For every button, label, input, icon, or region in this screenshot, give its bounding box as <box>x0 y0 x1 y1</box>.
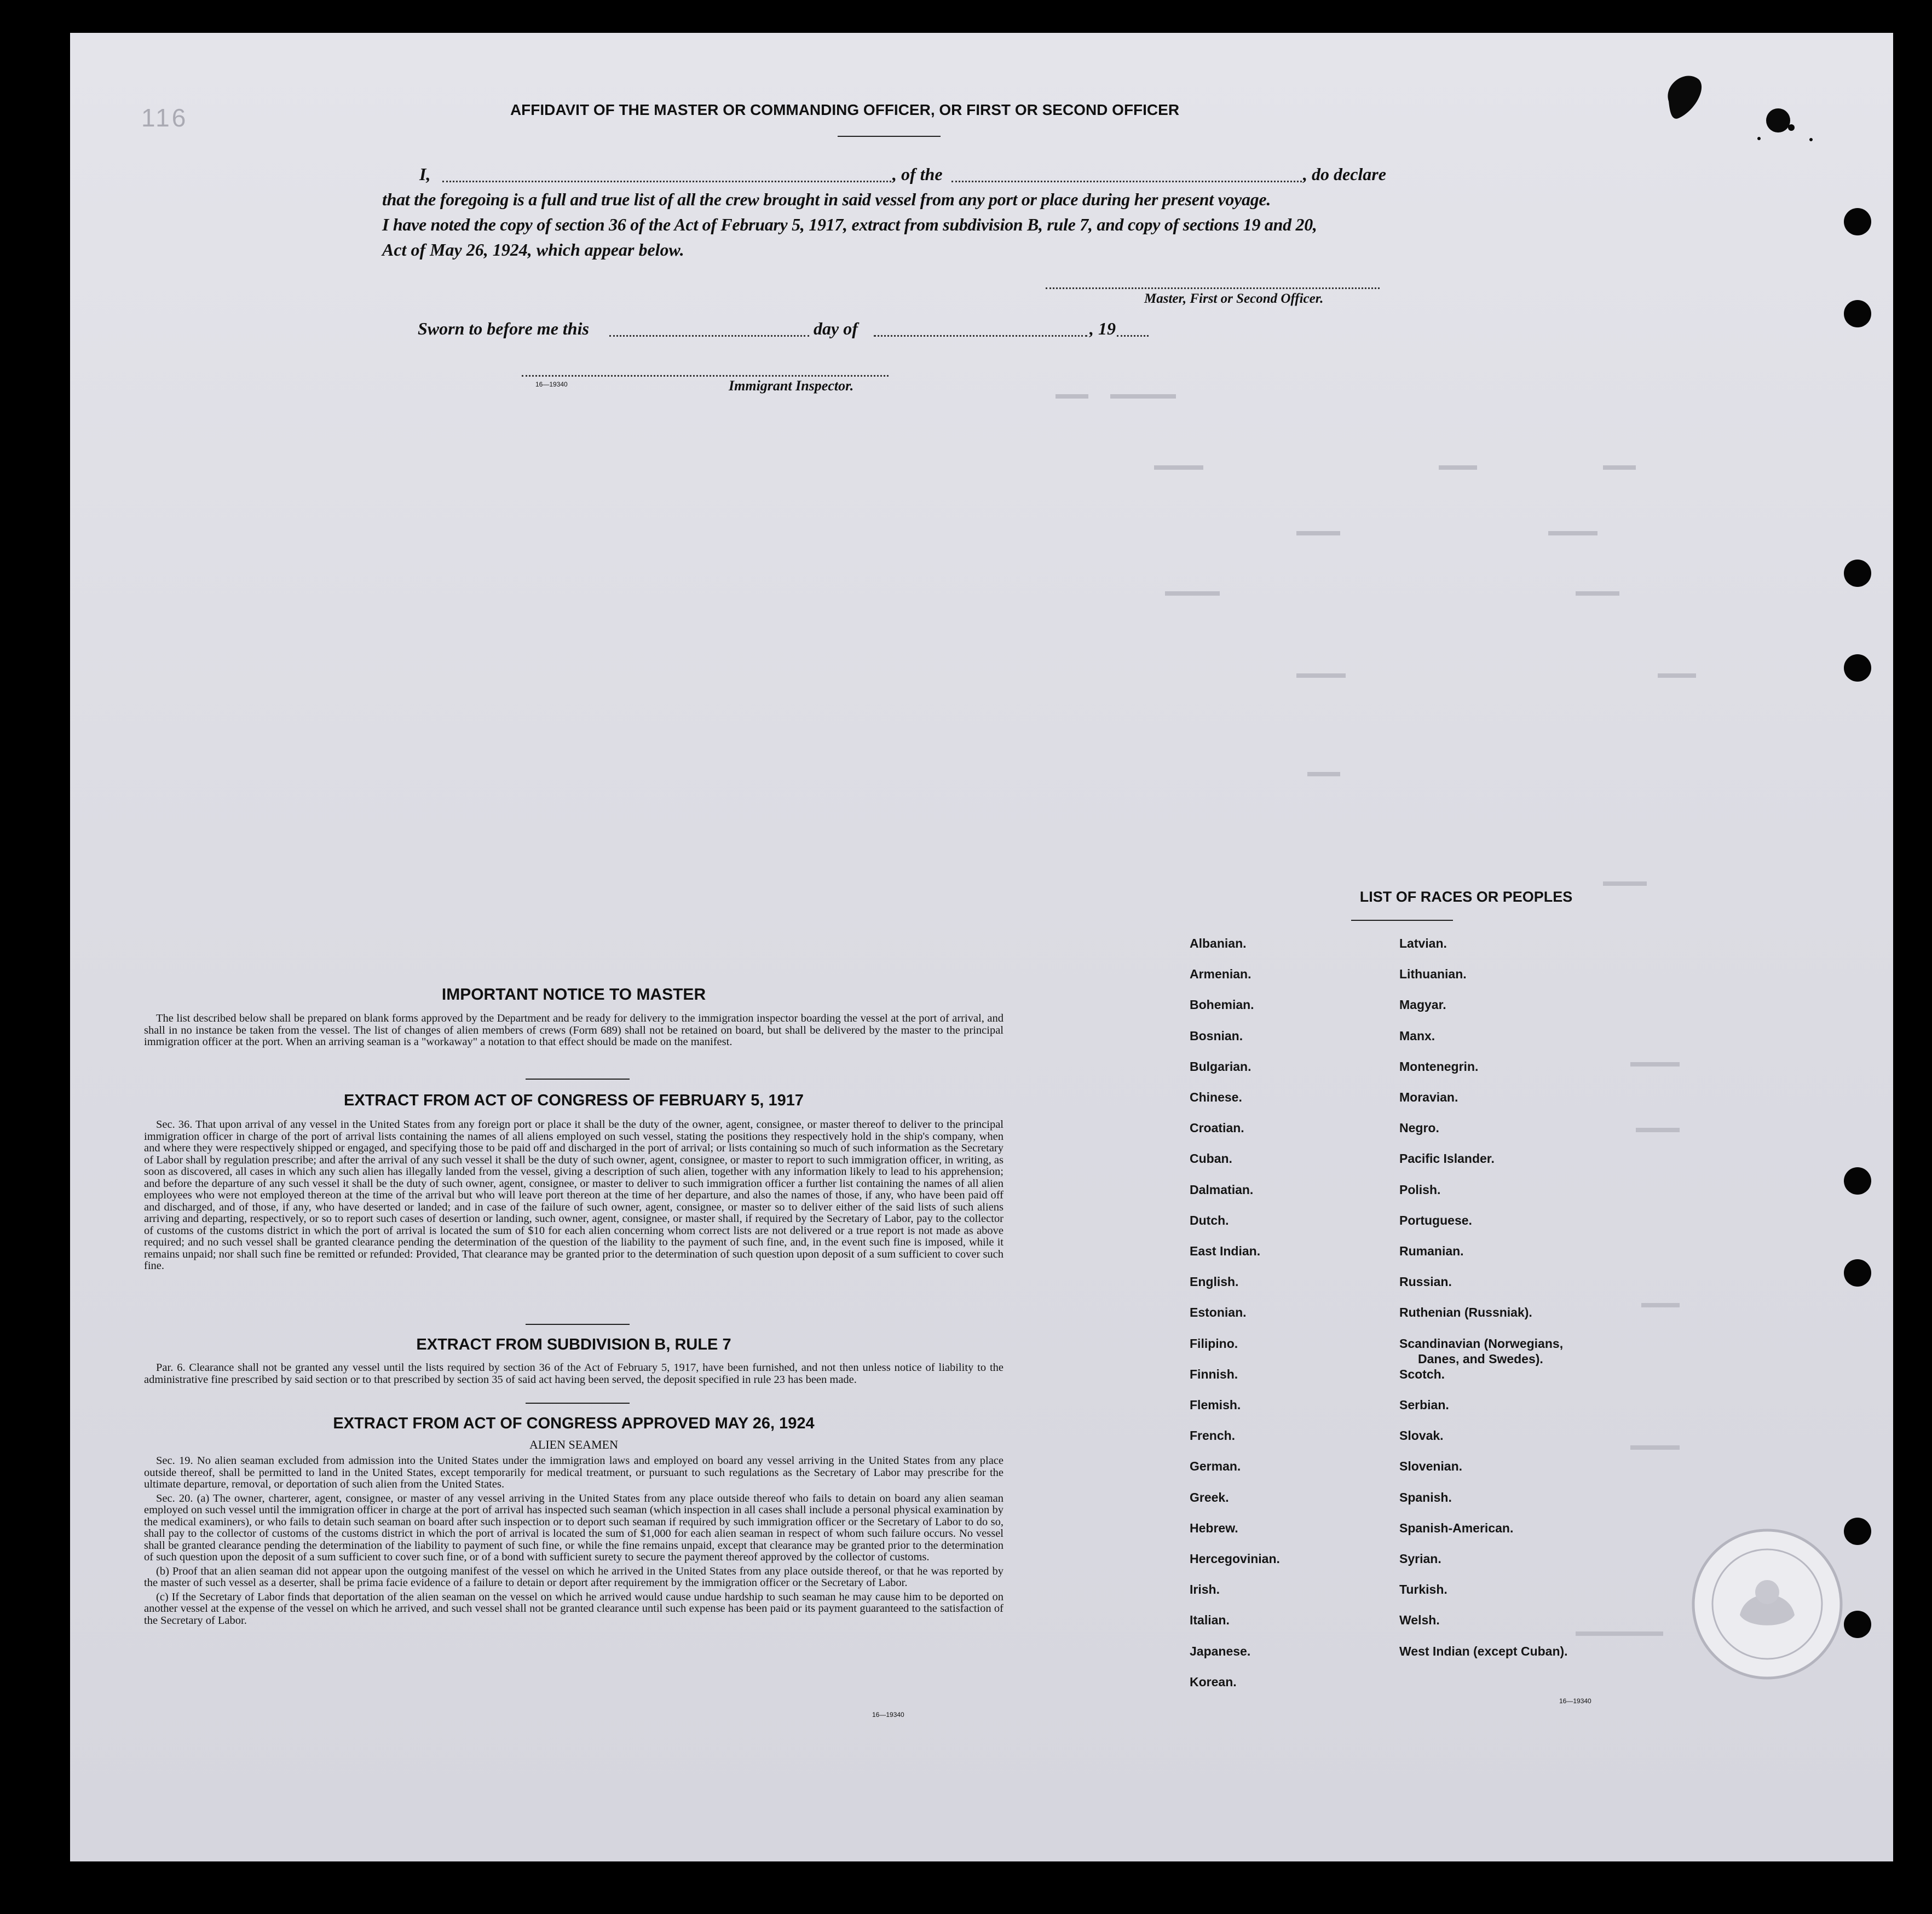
race-item: Serbian. <box>1399 1398 1449 1412</box>
sec-20b-paragraph: (b) Proof that an alien seaman did not appear upon the outgoing manifest of the vessel on which he arrived in the United States from any place outside thereof, or that he was reported by the master of such vessel as a deserter, shall be prima facie evidence of a failure to detain or deport after requirement by the immigration officer or the Secretary of Labor. <box>144 1565 1004 1589</box>
master-signature-label: Master, First or Second Officer. <box>1144 291 1324 306</box>
race-item: Spanish-American. <box>1399 1520 1514 1535</box>
subdivision-b-title: EXTRACT FROM SUBDIVISION B, RULE 7 <box>416 1336 731 1353</box>
day-of-text: day of <box>814 319 858 338</box>
sworn-text: Sworn to before me this <box>418 319 589 338</box>
section-divider <box>526 1079 630 1080</box>
race-item: Greek. <box>1190 1490 1229 1504</box>
race-item: Bohemian. <box>1190 998 1254 1012</box>
punch-hole <box>1844 208 1871 235</box>
race-item: Croatian. <box>1190 1121 1244 1135</box>
race-item: Lithuanian. <box>1399 967 1467 982</box>
race-item: English. <box>1190 1275 1239 1289</box>
races-title-underline <box>1351 920 1453 921</box>
document-sheet <box>70 33 1893 1861</box>
notice-title: IMPORTANT NOTICE TO MASTER <box>441 985 706 1004</box>
race-item: Hebrew. <box>1190 1520 1238 1535</box>
race-item: Filipino. <box>1190 1336 1238 1351</box>
sworn-day-blank <box>609 335 809 337</box>
affidavit-of-the: , of the <box>892 164 943 184</box>
bleed-through-marks <box>1001 307 1767 1730</box>
race-item: Ruthenian (Russniak). <box>1399 1305 1532 1320</box>
ink-blot <box>1647 63 1822 145</box>
page-number: 116 <box>141 103 188 132</box>
affidavit-line-4: Act of May 26, 1924, which appear below. <box>382 240 684 260</box>
race-item: Polish. <box>1399 1182 1441 1197</box>
race-item: Negro. <box>1399 1121 1439 1135</box>
affidavit-i: I, <box>419 164 431 184</box>
extract-1917-body <box>144 1119 1004 1275</box>
master-signature-line <box>1046 287 1380 289</box>
alien-seamen-subtitle: ALIEN SEAMEN <box>529 1438 618 1451</box>
race-item: Bulgarian. <box>1190 1059 1252 1074</box>
race-item: Irish. <box>1190 1582 1220 1597</box>
race-item: Finnish. <box>1190 1367 1238 1381</box>
race-item: Portuguese. <box>1399 1213 1472 1227</box>
race-item: Spanish. <box>1399 1490 1452 1504</box>
sworn-month-blank <box>874 335 1087 337</box>
sec-20a-paragraph: Sec. 20. (a) The owner, charterer, agent, consignee, or master of any vessel arriving in the United States from any place outside thereof who fails to detain on board any alien seaman employed on such vessel until the immigration officer in charge at the port of arrival has inspected such seaman (which inspection in all cases shall include a personal physical examination by the medical examiners), or who fails to detain such seaman on board after such inspection or to deport such seaman if required by such immigration officer or the Secretary of Labor to do so, shall pay to the collector of customs of the customs district in which the port of arrival is located the sum of $1,000 for each alien seaman in respect of whom such failure occurs. No vessel shall be granted clearance pending the determination of the liability to payment of such fine, or while the fine remains unpaid, except that clearance may be granted prior to the determination of such question upon the deposit of a sum sufficient to cover such fine, or of a bond with sufficient surety to secure the payment thereof approved by the collector of customs. <box>144 1492 1004 1563</box>
notice-paragraph: The list described below shall be prepared on blank forms approved by the Department and be ready for delivery to the immigration inspector boarding the vessel at the port of arrival, and shall in no instance be taken from the vessel. The list of changes of alien members of crews (Form 689) shall not be retained on board, but shall be delivered by the master to the principal immigration officer at the port. When an arriving seaman is a "workaway" a notation to that effect should be made on the manifest. <box>144 1012 1004 1048</box>
race-item: Flemish. <box>1190 1398 1241 1412</box>
race-item: Rumanian. <box>1399 1244 1464 1258</box>
race-item: Dutch. <box>1190 1213 1229 1227</box>
race-item: Armenian. <box>1190 967 1252 982</box>
sec-19-paragraph: Sec. 19. No alien seaman excluded from admission into the United States under the immigration laws and employed on board any vessel arriving in the United States from any place outside thereof, shall be permitted to land in the United States, except temporarily for medical treatment, or pursuant to such regulations as the Secretary of Labor may prescribe for the ultimate departure, removal, or deportation of such alien from the United States. <box>144 1455 1004 1490</box>
race-item: Estonian. <box>1190 1305 1247 1320</box>
extract-1924-title: EXTRACT FROM ACT OF CONGRESS APPROVED MAY 26, 1924 <box>333 1415 815 1432</box>
official-seal <box>1685 1522 1849 1686</box>
affidavit-line-3: I have noted the copy of section 36 of the Act of February 5, 1917, extract from subdivision B, rule 7, and copy of sections 19 and 20, <box>382 215 1317 234</box>
races-title: LIST OF RACES OR PEOPLES <box>1359 889 1573 905</box>
race-item: Russian. <box>1399 1275 1452 1289</box>
affidavit-form-number: 16—19340 <box>535 381 568 388</box>
affidavit-line-2: that the foregoing is a full and true list of all the crew brought in said vessel from any port or place during her present voyage. <box>382 189 1271 209</box>
subdivision-b-body <box>144 1362 1004 1388</box>
race-item: Turkish. <box>1399 1582 1447 1597</box>
punch-hole <box>1844 1259 1871 1287</box>
race-item: Cuban. <box>1190 1151 1232 1166</box>
race-item: Japanese. <box>1190 1644 1251 1658</box>
race-item: Korean. <box>1190 1674 1237 1689</box>
sec-36-paragraph: Sec. 36. That upon arrival of any vessel in the United States from any foreign port or place it shall be the duty of the owner, agent, consignee, or master thereof to deliver to the principal immigration officer in charge of the port of arrival lists containing the names of all aliens employed on such vessel, stating the positions they respectively hold in the ship's company, when and where they were respectively shipped or engaged, and specifying those to be paid off and discharged in the port of arrival; or lists containing so much of such information as the Secretary of Labor shall by regulation prescribe; and after the arrival of any such vessel it shall be the duty of such owner, agent, consignee, or master to report to such immigration officer, in writing, as soon as discovered, all cases in which any such alien has illegally landed from the vessel, giving a description of such alien, together with any information likely to lead to his apprehension; and before the departure of any such vessel it shall be the duty of such owner, agent, consignee, or master to deliver to such immigration officer a further list containing the names of all alien employees who were not employed thereon at the time of the arrival but who will leave port thereon at the time of her departure, and also the names of those, if any, who have been paid off and discharged, and of those, if any, who have deserted or landed; and in case of the failure of such owner, agent, consignee, or master so to deliver either of the said lists of such aliens arriving and departing, respectively, or so to report such cases of desertion or landing, such owner, agent, consignee, or master shall, if required by the Secretary of Labor, pay to the collector of customs of the customs district in which the port of arrival is located the sum of $10 for each alien concerning whom correct lists are not delivered or a true report is not made as above required; and no such vessel shall be granted clearance pending the determination of the question of the liability to the payment of such fine, and, in the event such fine is imposed, while it remains unpaid; nor shall such fine be remitted or refunded: Provided, That clearance may be granted prior to the determination of such question upon deposit of a sum sufficient to cover such fine. <box>144 1119 1004 1272</box>
year-prefix: , 19 <box>1089 319 1116 338</box>
extract-1917-title: EXTRACT FROM ACT OF CONGRESS OF FEBRUARY 5, 1917 <box>343 1092 804 1109</box>
punch-hole <box>1844 654 1871 682</box>
race-item: Pacific Islander. <box>1399 1151 1495 1166</box>
race-item: Albanian. <box>1190 936 1247 950</box>
race-item: Slovak. <box>1399 1428 1444 1443</box>
race-item: Latvian. <box>1399 936 1447 950</box>
extract-form-number: 16—19340 <box>872 1711 904 1719</box>
race-item: Magyar. <box>1399 998 1446 1012</box>
affidavit-declare: , do declare <box>1303 164 1386 184</box>
race-item: Dalmatian. <box>1190 1182 1254 1197</box>
inspector-signature-line <box>522 375 889 377</box>
notice-body <box>144 1013 1004 1051</box>
section-divider <box>526 1403 630 1404</box>
section-divider <box>526 1324 630 1325</box>
title-underline <box>838 136 941 137</box>
race-item: German. <box>1190 1459 1241 1474</box>
affidavit-title: AFFIDAVIT OF THE MASTER OR COMMANDING OFFICER, OR FIRST OR SECOND OFFICER <box>510 101 1180 118</box>
sec-20c-paragraph: (c) If the Secretary of Labor finds that deportation of the alien seaman on the vessel on which he arrived would cause undue hardship to such seaman he may cause him to be deported on another vessel at the expense of the vessel on which he arrived, and such vessel shall not be granted clearance until such expense has been paid or its payment guaranteed to the satisfaction of the Secretary of Labor. <box>144 1590 1004 1627</box>
races-form-number: 16—19340 <box>1559 1697 1591 1705</box>
extract-1924-body <box>144 1455 1004 1629</box>
punch-hole <box>1844 300 1871 327</box>
race-item: Manx. <box>1399 1028 1435 1043</box>
vessel-blank <box>951 181 1302 182</box>
race-item: Moravian. <box>1399 1090 1458 1104</box>
race-item: Italian. <box>1190 1613 1230 1628</box>
inspector-label: Immigrant Inspector. <box>729 378 854 394</box>
year-blank <box>1117 335 1149 337</box>
race-item: West Indian (except Cuban). <box>1399 1644 1568 1658</box>
race-item: East Indian. <box>1190 1244 1261 1258</box>
race-item: Bosnian. <box>1190 1028 1243 1043</box>
par-6-paragraph: Par. 6. Clearance shall not be granted any vessel until the lists required by section 36 of the Act of February 5, 1917, have been furnished, and not then unless notice of liability to the administrative fine prescribed by said section or to that prescribed by section 35 of said act having been served, the deposit specified in rule 23 has been made. <box>144 1362 1004 1386</box>
punch-hole <box>1844 1167 1871 1195</box>
race-item: French. <box>1190 1428 1236 1443</box>
race-item: Scandinavian (Norwegians, <box>1399 1336 1564 1351</box>
race-item: Chinese. <box>1190 1090 1242 1104</box>
race-item: Hercegovinian. <box>1190 1552 1280 1566</box>
race-item: Slovenian. <box>1399 1459 1463 1474</box>
punch-hole <box>1844 560 1871 587</box>
race-item: Scotch. <box>1399 1367 1445 1381</box>
race-item: Montenegrin. <box>1399 1059 1479 1074</box>
race-item: Danes, and Swedes). <box>1418 1351 1543 1366</box>
race-item: Welsh. <box>1399 1613 1440 1628</box>
race-item: Syrian. <box>1399 1552 1441 1566</box>
name-blank <box>442 181 891 182</box>
